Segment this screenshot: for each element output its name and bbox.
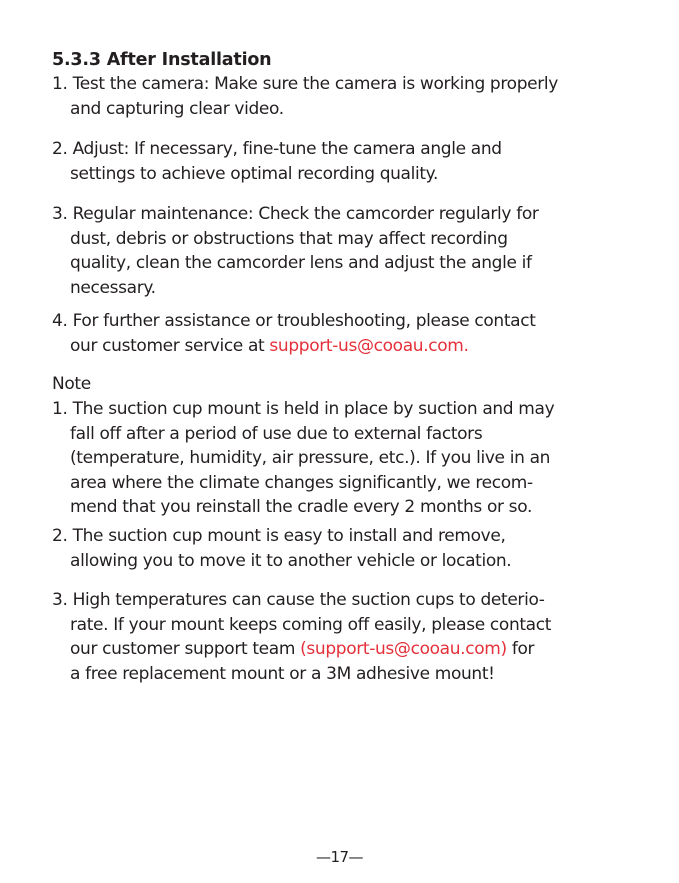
step-4 <box>52 309 536 358</box>
note-2-line-2: allowing you to move it to another vehicle or location. <box>70 550 512 571</box>
step-1-line-1: 1. Test the camera: Make sure the camera is working properly <box>52 74 558 94</box>
step-1 <box>52 72 558 121</box>
note-1-line-2: fall off after a period of use due to external factors <box>70 423 483 444</box>
note-item-2 <box>52 524 511 573</box>
note-1-line-5: mend that you reinstall the cradle every 2 months or so. <box>70 497 532 517</box>
note-3-line-1: 3. High temperatures can cause the suction cups to deterio- <box>52 590 545 610</box>
note-2-line-1: 2. The suction cup mount is easy to install and remove, <box>52 526 506 546</box>
note-title: Note <box>52 374 91 394</box>
step-3 <box>52 202 539 300</box>
note-section <box>52 372 91 397</box>
note-item-3 <box>52 588 551 686</box>
step-3-line-1: 3. Regular maintenance: Check the camcorder regularly for <box>52 204 539 224</box>
note-3-line-3-text: our customer support team <box>70 639 301 659</box>
support-email-link[interactable]: support-us@cooau.com. <box>269 335 469 356</box>
note-3-line-4: a free replacement mount or a 3M adhesive mount! <box>70 663 495 684</box>
note-1-line-3: (temperature, humidity, air pressure, etc.). If you live in an <box>70 448 551 468</box>
step-3-line-2: dust, debris or obstructions that may affect recording <box>70 228 508 249</box>
note-3-line-2: rate. If your mount keeps coming off easily, please contact <box>70 614 552 635</box>
step-2 <box>52 137 502 186</box>
page-number: —17— <box>315 848 364 866</box>
step-4-line-2 <box>52 334 536 359</box>
step-4-line-2-text: our customer service at <box>70 335 270 356</box>
note-1-line-1: 1. The suction cup mount is held in place by suction and may <box>52 399 555 419</box>
step-2-line-2: settings to achieve optimal recording quality. <box>70 163 439 184</box>
step-3-line-4: necessary. <box>70 277 156 298</box>
note-1-line-4: area where the climate changes significantly, we recom- <box>70 472 533 493</box>
step-1-line-2: and capturing clear video. <box>70 98 284 119</box>
step-3-line-3: quality, clean the camcorder lens and adjust the angle if <box>70 253 532 273</box>
support-team-email-link[interactable]: (support-us@cooau.com) <box>300 639 507 659</box>
note-item-1 <box>52 397 554 520</box>
step-4-line-1: 4. For further assistance or troubleshooting, please contact <box>52 311 536 331</box>
step-2-line-1: 2. Adjust: If necessary, fine-tune the camera angle and <box>52 139 502 159</box>
note-3-line-3-suffix: for <box>506 639 535 659</box>
section-title: 5.3.3 After Installation <box>52 50 272 70</box>
note-3-line-3 <box>52 637 551 662</box>
